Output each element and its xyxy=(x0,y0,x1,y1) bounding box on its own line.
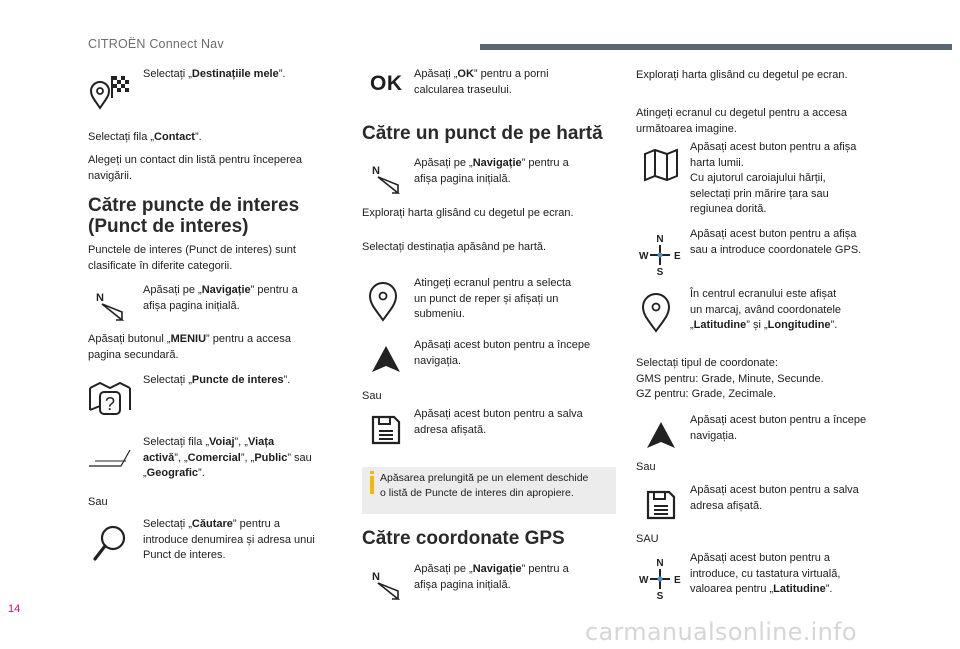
info-icon xyxy=(370,471,374,474)
ok-icon: OK xyxy=(370,72,403,95)
text-explore-map: Explorați harta glisând cu degetul pe ecran. xyxy=(362,207,574,219)
text-select-my-destinations: Selectați „Destinațiile mele”. xyxy=(143,68,286,80)
text-press-navigation: Apăsați pe „Navigație” pentru a afișa pagina inițială. xyxy=(414,563,569,591)
text-or: Sau xyxy=(88,496,108,508)
header-rule xyxy=(480,44,952,50)
svg-text:N: N xyxy=(656,558,664,569)
text-or: Sau xyxy=(362,390,382,402)
svg-text:E: E xyxy=(674,575,681,586)
svg-text:?: ? xyxy=(104,394,116,414)
text-press-ok: Apăsați „OK” pentru a porni calcularea traseului. xyxy=(414,68,549,96)
text-enter-latitude: Apăsați acest buton pentru a introduce, cu tastatura virtuală, valoarea pentru „Latitudine”. xyxy=(690,552,841,595)
text-world-map: Apăsați acest buton pentru a afișa harta lumii. Cu ajutorul caroiajului hărții, selectați prin mărire țara sau regiunea dorită. xyxy=(690,141,857,215)
text-explore-map: Explorați harta glisând cu degetul pe ecran. xyxy=(636,69,848,81)
text-select-category-tab: Selectați fila „Voiaj”, „Viața activă”, „Comercial”, „Public” sau „Geografic”. xyxy=(143,436,312,479)
save-address-icon xyxy=(370,414,402,446)
text-start-navigation: Apăsați acest buton pentru a începe navigația. xyxy=(414,339,591,367)
navigation-icon xyxy=(372,163,404,195)
info-note: Apăsarea prelungită pe un element deschide o listă de Puncte de interes din apropiere. xyxy=(362,467,616,514)
text-start-navigation: Apăsați acest buton pentru a începe navigația. xyxy=(690,414,867,442)
watermark: carmanualsonline.info xyxy=(585,618,857,646)
page-header-title: CITROËN Connect Nav xyxy=(88,37,224,51)
text-save-address: Apăsați acest buton pentru a salva adresa afișată. xyxy=(414,408,583,436)
heading-map-point: Către un punct de pe hartă xyxy=(362,123,603,144)
text-poi-categories: Punctele de interes (Punct de interes) sunt clasificate în diferite categorii. xyxy=(88,244,296,272)
location-pin-icon xyxy=(641,293,671,333)
svg-text:N: N xyxy=(656,234,664,245)
location-pin-icon xyxy=(368,282,398,322)
svg-text:W: W xyxy=(639,251,649,262)
page-number: 14 xyxy=(8,603,21,615)
start-navigation-icon xyxy=(645,420,677,450)
svg-text:N: N xyxy=(96,292,104,304)
text-save-address: Apăsați acest buton pentru a salva adresa afișată. xyxy=(690,484,859,512)
text-press-navigation: Apăsați pe „Navigație” pentru a afișa pagina inițială. xyxy=(143,284,298,312)
navigation-icon xyxy=(372,569,404,601)
text-press-menu: Apăsați butonul „MENIU” pentru a accesa pagina secundară. xyxy=(88,333,292,361)
search-icon xyxy=(92,524,128,562)
text-select-destination: Selectați destinația apăsând pe hartă. xyxy=(362,241,547,253)
svg-text:N: N xyxy=(372,165,380,177)
text-search-poi: Selectați „Căutare” pentru a introduce denumirea și adresa unui Punct de interes. xyxy=(143,518,315,561)
svg-text:W: W xyxy=(639,575,649,586)
text-or-caps: SAU xyxy=(636,533,659,545)
text-select-poi: Selectați „Puncte de interes”. xyxy=(143,374,291,386)
destination-flag-icon xyxy=(90,74,130,110)
svg-text:N: N xyxy=(372,571,380,583)
svg-text:S: S xyxy=(656,267,664,277)
text-select-contact-tab: Selectați fila „Contact”. xyxy=(88,131,202,143)
tab-slant-icon xyxy=(88,448,132,470)
text-center-marker: În centrul ecranului este afișat un marcaj, având coordonatele „Latitudine” și „Longitudine”. xyxy=(690,288,842,331)
text-coordinate-type: Selectați tipul de coordonate: GMS pentru: Grade, Minute, Secunde. GZ pentru: Grade, Zecimale. xyxy=(636,357,824,400)
svg-text:S: S xyxy=(656,591,664,601)
text-touch-screen-poi: Atingeți ecranul pentru a selecta un punct de reper și afișați un submeniu. xyxy=(414,277,572,320)
save-address-icon xyxy=(645,489,677,521)
heading-points-of-interest: Către puncte de interes (Punct de interes) xyxy=(88,195,300,237)
heading-gps-coordinates: Către coordonate GPS xyxy=(362,528,565,549)
compass-icon xyxy=(638,233,682,277)
text-choose-contact: Alegeți un contact din listă pentru începerea navigării. xyxy=(88,154,303,182)
poi-menu-icon xyxy=(88,380,132,416)
navigation-icon xyxy=(96,290,128,322)
compass-icon xyxy=(638,557,682,601)
text-press-navigation: Apăsați pe „Navigație” pentru a afișa pagina inițială. xyxy=(414,157,569,185)
world-map-icon xyxy=(643,148,679,182)
text-or: Sau xyxy=(636,461,656,473)
start-navigation-icon xyxy=(370,344,402,374)
text-touch-screen: Atingeți ecranul cu degetul pentru a accesa următoarea imagine. xyxy=(636,107,847,135)
svg-text:E: E xyxy=(674,251,681,262)
text-gps-coordinates: Apăsați acest buton pentru a afișa sau a introduce coordonatele GPS. xyxy=(690,228,862,256)
